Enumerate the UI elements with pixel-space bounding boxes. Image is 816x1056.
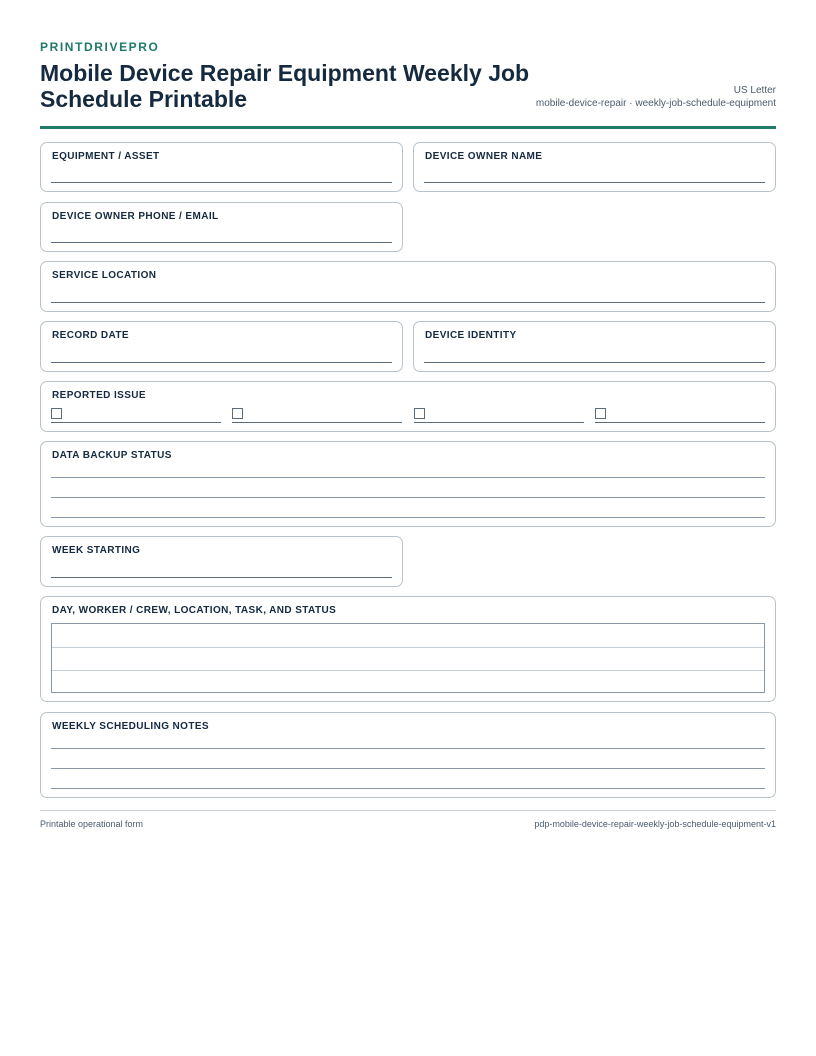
footer-form-id: pdp-mobile-device-repair-weekly-job-schedule-equipment-v1: [534, 819, 776, 829]
form-slug: mobile-device-repair · weekly-job-schedule-equipment: [535, 98, 776, 109]
weekly-notes-line-1[interactable]: [51, 748, 765, 749]
equipment-asset-line[interactable]: [51, 182, 392, 183]
record-date-field: [40, 321, 403, 372]
device-owner-name-label: DEVICE OWNER NAME: [425, 151, 543, 162]
issue-option-3[interactable]: [414, 408, 584, 423]
week-starting-field: [40, 536, 403, 587]
data-backup-status-field: [40, 441, 776, 527]
form-header: [40, 40, 776, 129]
equipment-asset-label: EQUIPMENT / ASSET: [52, 151, 160, 162]
issue-option-1[interactable]: [51, 408, 221, 423]
issue-option-line-1[interactable]: [51, 422, 221, 423]
issue-checkbox-3[interactable]: [414, 408, 425, 419]
page-title: Mobile Device Repair Equipment Weekly Job Schedule Printable: [40, 60, 530, 112]
issue-option-2[interactable]: [232, 408, 402, 423]
week-starting-label: WEEK STARTING: [52, 545, 141, 556]
reported-issue-label: REPORTED ISSUE: [52, 390, 146, 401]
schedule-row-divider-2: [52, 670, 764, 671]
data-backup-line-1[interactable]: [51, 477, 765, 478]
page-footer: [40, 810, 776, 835]
issue-option-line-4[interactable]: [595, 422, 765, 423]
weekly-notes-label: WEEKLY SCHEDULING NOTES: [52, 721, 209, 732]
device-owner-contact-field: [40, 202, 403, 252]
footer-left-text: Printable operational form: [40, 819, 144, 829]
header-meta: [536, 84, 776, 110]
device-owner-name-field: [413, 142, 776, 192]
schedule-row-divider-1: [52, 647, 764, 648]
service-location-label: SERVICE LOCATION: [52, 270, 157, 281]
device-owner-contact-label: DEVICE OWNER PHONE / EMAIL: [52, 211, 219, 222]
brand-name: PRINTDRIVEPRO: [40, 40, 160, 54]
form-page: [40, 40, 776, 732]
record-date-line[interactable]: [51, 362, 392, 363]
issue-checkbox-2[interactable]: [232, 408, 243, 419]
issue-option-line-2[interactable]: [232, 422, 402, 423]
equipment-asset-field: [40, 142, 403, 192]
schedule-grid[interactable]: [51, 623, 765, 693]
issue-option-line-3[interactable]: [414, 422, 584, 423]
issue-option-4[interactable]: [595, 408, 765, 423]
week-starting-line[interactable]: [51, 577, 392, 578]
data-backup-line-3[interactable]: [51, 517, 765, 518]
device-identity-field: [413, 321, 776, 372]
service-location-line[interactable]: [51, 302, 765, 303]
weekly-notes-field: [40, 712, 776, 798]
device-owner-contact-line[interactable]: [51, 242, 392, 243]
data-backup-line-2[interactable]: [51, 497, 765, 498]
record-date-label: RECORD DATE: [52, 330, 129, 341]
reported-issue-field: [40, 381, 776, 432]
weekly-notes-line-2[interactable]: [51, 768, 765, 769]
schedule-table-label: DAY, WORKER / CREW, LOCATION, TASK, AND STATUS: [52, 605, 337, 616]
paper-size: US Letter: [733, 85, 776, 96]
device-identity-line[interactable]: [424, 362, 765, 363]
issue-checkbox-4[interactable]: [595, 408, 606, 419]
data-backup-status-label: DATA BACKUP STATUS: [52, 450, 172, 461]
issue-checkbox-1[interactable]: [51, 408, 62, 419]
service-location-field: [40, 261, 776, 312]
device-owner-name-line[interactable]: [424, 182, 765, 183]
weekly-notes-line-3[interactable]: [51, 788, 765, 789]
device-identity-label: DEVICE IDENTITY: [425, 330, 517, 341]
schedule-table-field: [40, 596, 776, 702]
